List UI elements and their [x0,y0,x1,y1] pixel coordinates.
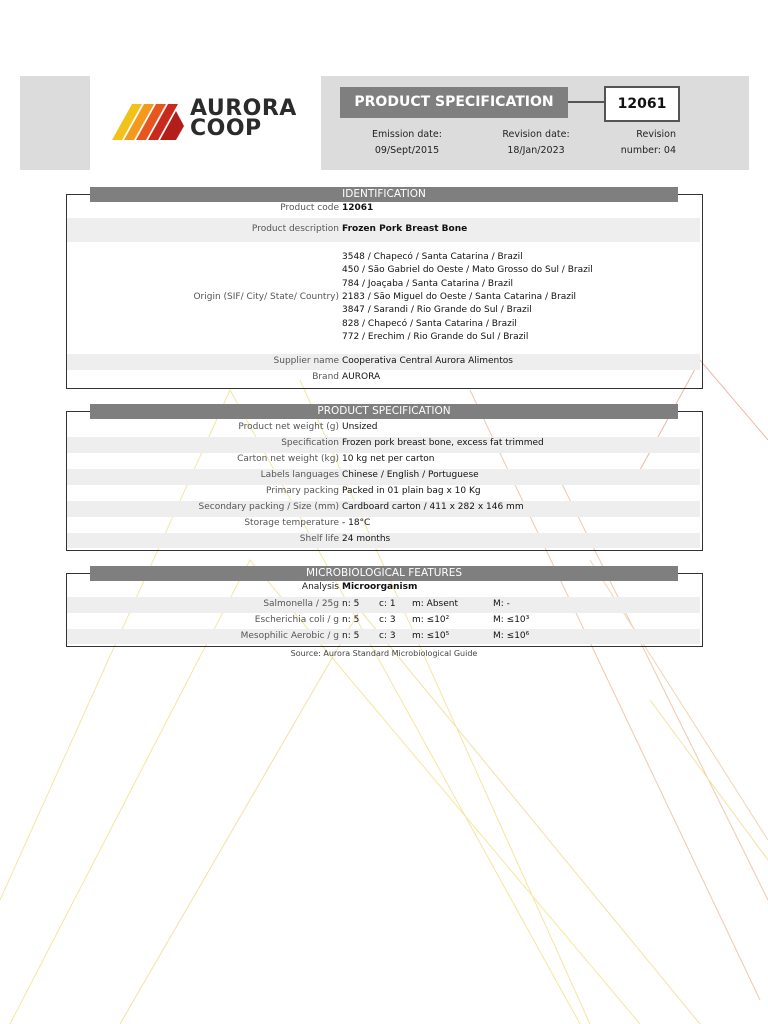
origin-row [67,250,700,346]
spec-value: 24 months [342,534,391,544]
origin-label: Origin (SIF/ City/ State/ Country) [193,292,339,302]
origin-item: 2183 / São Miguel do Oeste / Santa Catarina / Brazil [342,292,577,302]
source-note: Source: Aurora Standard Microbiological Guide [290,649,478,658]
brand-label: Brand [312,372,339,382]
spec-value: 10 kg net per carton [342,454,435,464]
micro-c: c: 3 [379,631,396,641]
micro-label: Escherichia coli / g [254,615,339,625]
spec-label: Product net weight (g) [238,422,339,432]
spec-label: Shelf life [299,534,339,544]
product-code-box: 12061 [604,86,680,122]
document-title: PRODUCT SPECIFICATION [340,87,568,118]
microbiological-title: MICROBIOLOGICAL FEATURES [90,566,678,581]
origin-item: 3548 / Chapecó / Santa Catarina / Brazil [342,252,523,262]
micro-row [67,629,700,644]
micro-label: Mesophilic Aerobic / g [240,631,339,641]
product-code-value: 12061 [342,203,374,213]
revision-date-value: 18/Jan/2023 [507,145,565,156]
brand-row [67,372,700,386]
spec-row [67,485,700,501]
origin-item: 784 / Joaçaba / Santa Catarina / Brazil [342,279,514,289]
spec-row [67,469,700,485]
micro-n: n: 5 [342,615,360,625]
origin-item: 3847 / Sarandi / Rio Grande do Sul / Brazil [342,305,532,315]
logo-mark-icon [110,96,190,146]
supplier-label: Supplier name [273,356,339,366]
origin-item: 772 / Erechim / Rio Grande do Sul / Brazil [342,332,529,342]
revision-label: Revision [636,129,676,140]
micro-row [67,614,700,629]
spec-row [67,437,700,453]
analysis-label: Analysis [301,582,339,592]
supplier-value: Cooperativa Central Aurora Alimentos [342,356,513,366]
spec-value: Unsized [342,422,378,432]
aurora-coop-logo [110,96,310,146]
micro-m: m: ≤10² [412,615,450,625]
micro-row [67,597,700,613]
spec-label: Labels languages [260,470,339,480]
supplier-row [67,354,700,370]
revision-number: number: 04 [620,145,676,156]
spec-label: Carton net weight (kg) [237,454,339,464]
header-left-panel [20,76,90,170]
logo-line-2: COOP [190,116,262,141]
spec-row [67,453,700,469]
spec-row [67,533,700,548]
origin-item: 450 / São Gabriel do Oeste / Mato Grosso do Sul / Brazil [342,265,593,275]
product-description-value: Frozen Pork Breast Bone [342,224,468,234]
product-description-label: Product description [251,224,339,234]
micro-label: Salmonella / 25g [263,599,339,609]
micro-M: M: ≤10³ [493,615,530,625]
micro-M: M: ≤10⁶ [493,631,530,641]
identification-title: IDENTIFICATION [90,187,678,202]
spec-label: Primary packing [266,486,339,496]
product-code-label: Product code [280,203,339,213]
spec-label: Secondary packing / Size (mm) [198,502,339,512]
spec-value: Cardboard carton / 411 x 282 x 146 mm [342,502,524,512]
emission-date-label: Emission date: [372,129,442,140]
spec-value: Frozen pork breast bone, excess fat trimmed [342,438,544,448]
emission-date-value: 09/Sept/2015 [374,145,440,156]
spec-row [67,421,700,437]
analysis-row [67,582,700,596]
product-specification-title: PRODUCT SPECIFICATION [90,404,678,419]
micro-M: M: - [493,599,510,609]
logo-text [190,96,297,141]
product-description-row [67,218,700,242]
title-connector-line [568,101,606,103]
micro-m: m: ≤10⁵ [412,631,450,641]
micro-n: n: 5 [342,631,360,641]
micro-m: m: Absent [412,599,458,609]
spec-value: Packed in 01 plain bag x 10 Kg [342,486,481,496]
spec-value: Chinese / English / Portuguese [342,470,479,480]
logo-line-1: AURORA [190,96,297,121]
spec-label: Specification [281,438,339,448]
origin-item: 828 / Chapecó / Santa Catarina / Brazil [342,319,517,329]
spec-value: - 18°C [342,518,371,528]
analysis-value: Microorganism [342,582,418,592]
micro-c: c: 1 [379,599,396,609]
product-code-row [67,203,700,217]
spec-row [67,501,700,517]
micro-c: c: 3 [379,615,396,625]
spec-row [67,517,700,533]
micro-n: n: 5 [342,599,360,609]
brand-value: AURORA [342,372,381,382]
revision-date-label: Revision date: [502,129,570,140]
spec-label: Storage temperature [244,518,339,528]
